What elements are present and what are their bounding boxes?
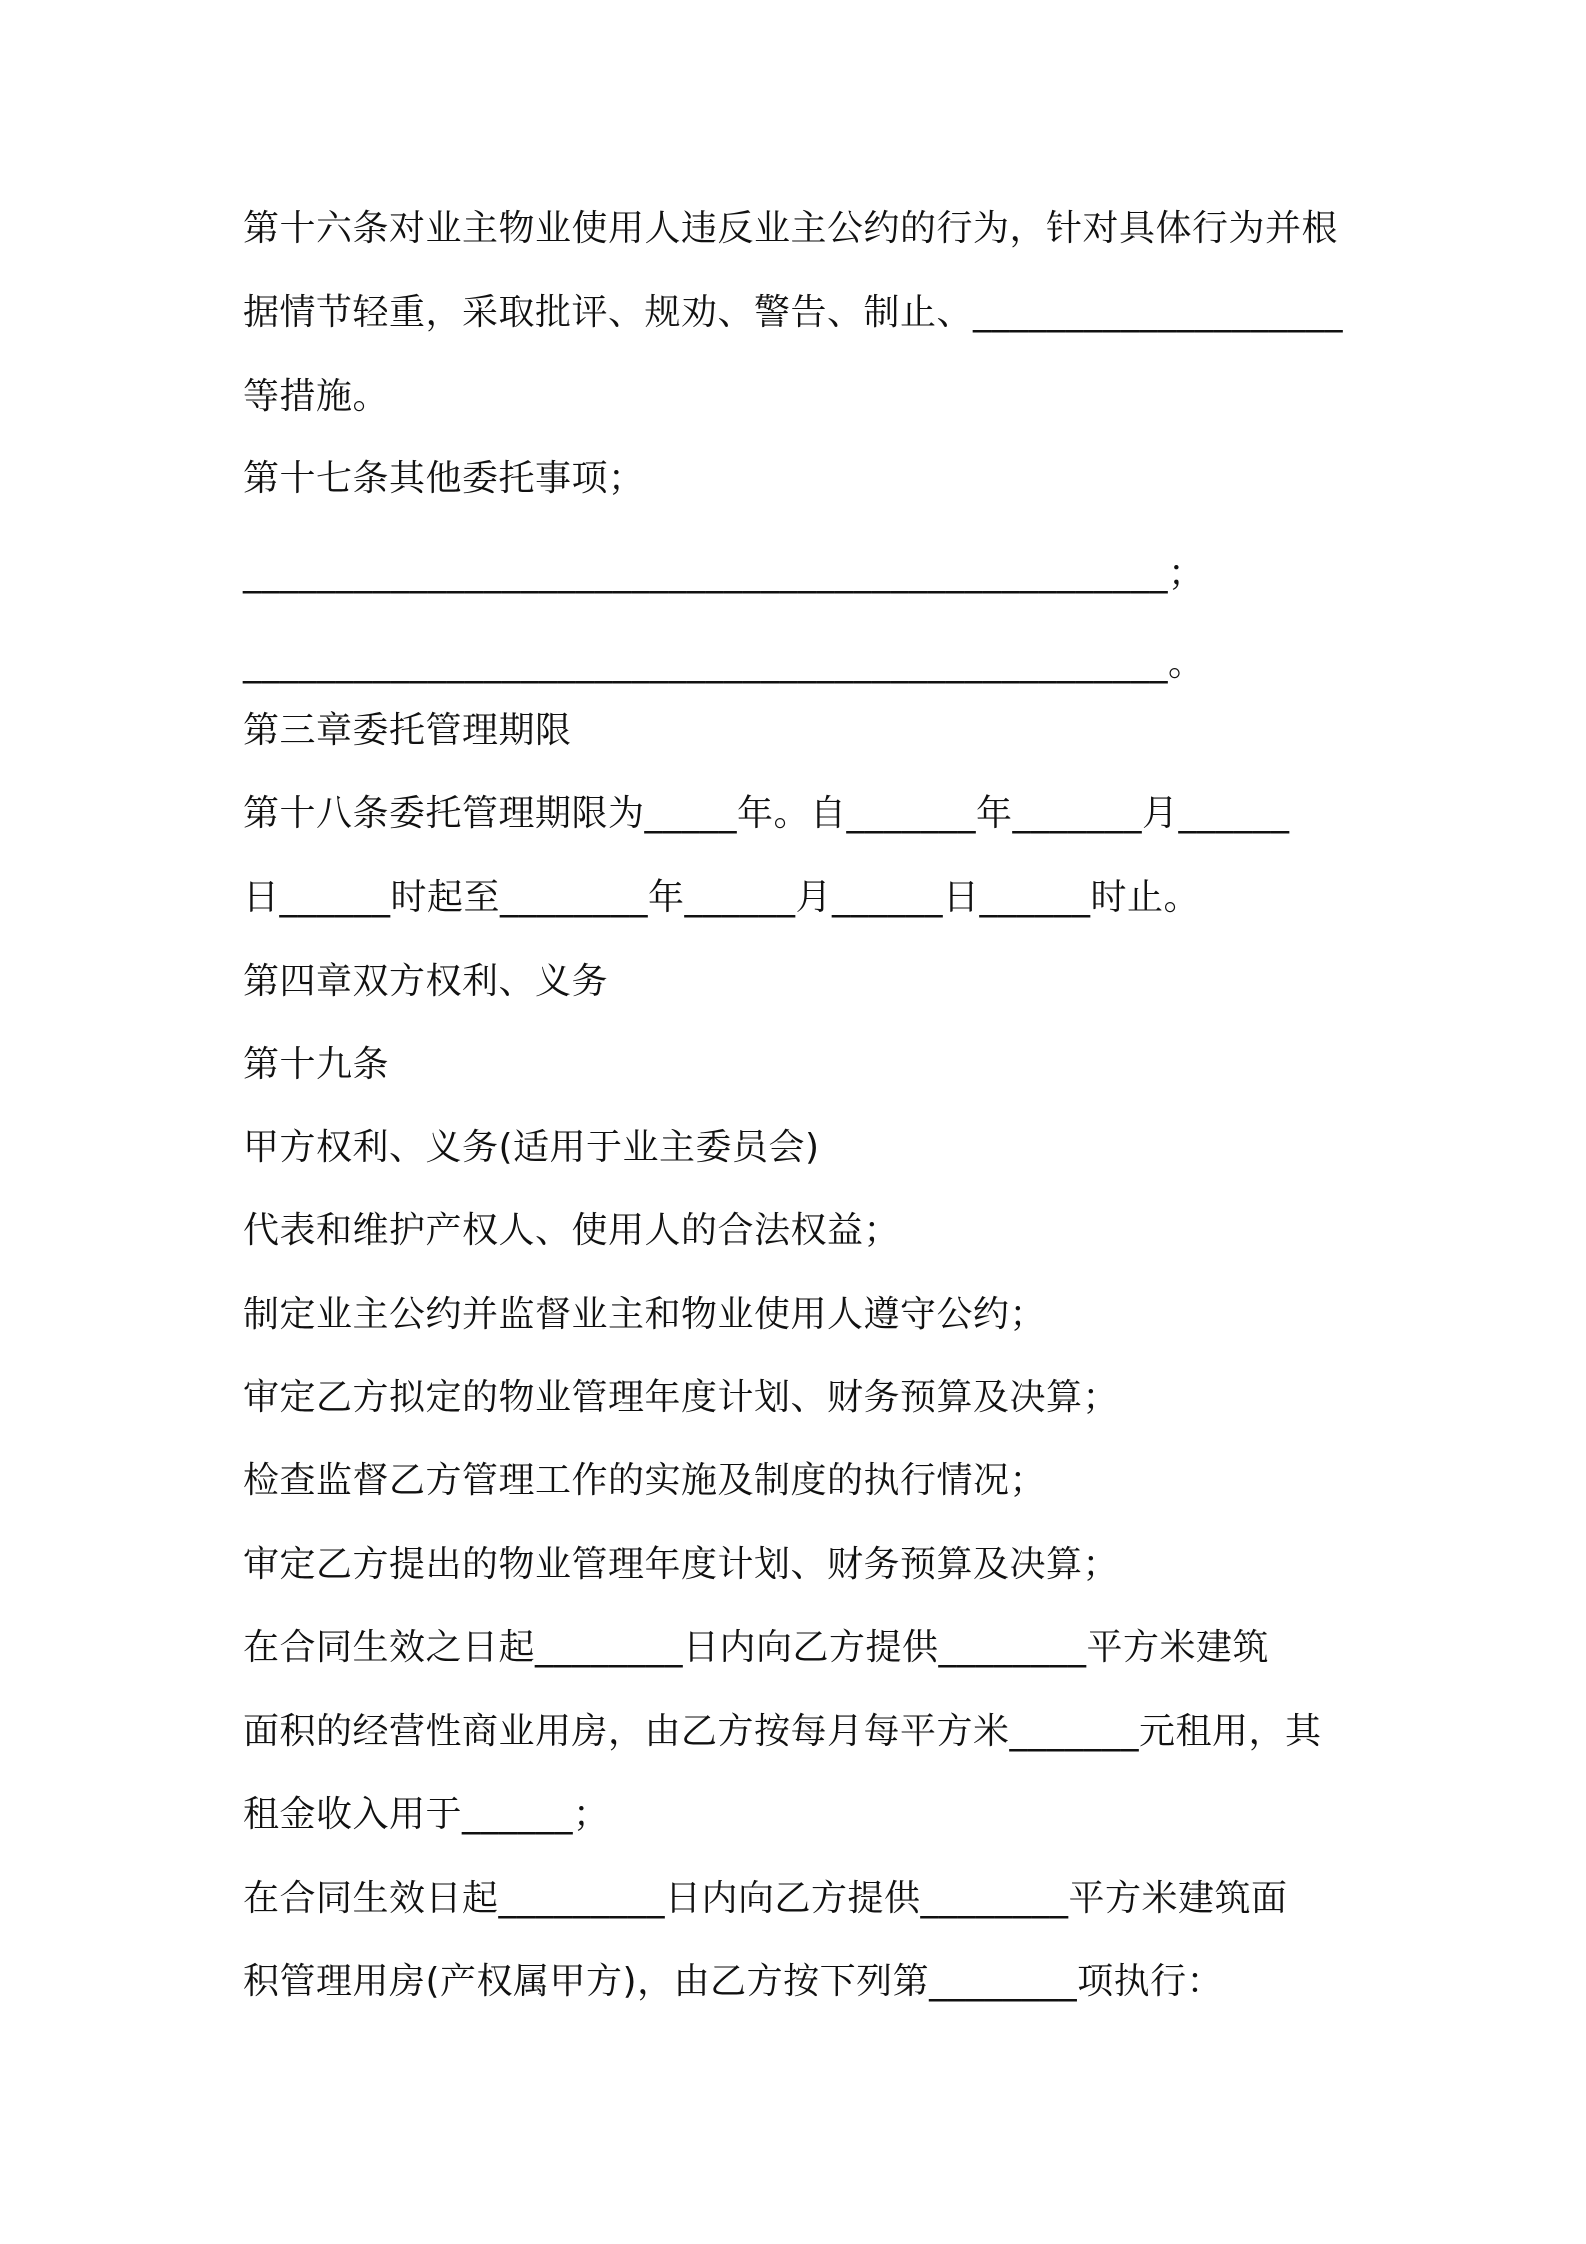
party-a-item-5: 审定乙方提出的物业管理年度计划、财务预算及决算； xyxy=(243,1544,1120,1585)
clause-16-line-3: 等措施。 xyxy=(243,376,390,417)
clause-18-line-2: 日______时起至________年______月______日______时止。 xyxy=(243,877,1201,918)
party-a-item-3: 审定乙方拟定的物业管理年度计划、财务预算及决算； xyxy=(243,1377,1120,1418)
clause-16-line-1: 第十六条对业主物业使用人违反业主公约的行为，针对具体行为并根 xyxy=(243,208,1339,249)
clause-16-line-2: 据情节轻重，采取批评、规劝、警告、制止、____________________ xyxy=(243,292,1344,333)
clause-17-heading: 第十七条其他委托事项； xyxy=(243,458,645,499)
party-a-rights-heading: 甲方权利、义务(适用于业主委员会) xyxy=(243,1127,820,1168)
clause-19-heading: 第十九条 xyxy=(243,1044,390,1085)
chapter-3-heading: 第三章委托管理期限 xyxy=(243,710,572,751)
party-a-item-6-line-1: 在合同生效之日起________日内向乙方提供________平方米建筑 xyxy=(243,1627,1270,1668)
party-a-item-6-line-2: 面积的经营性商业用房，由乙方按每月每平方米_______元租用，其 xyxy=(243,1711,1322,1752)
party-a-item-2: 制定业主公约并监督业主和物业使用人遵守公约； xyxy=(243,1294,1047,1335)
party-a-item-6-line-3: 租金收入用于______； xyxy=(243,1794,610,1835)
party-a-item-4: 检查监督乙方管理工作的实施及制度的执行情况； xyxy=(243,1460,1047,1501)
clause-17-blank-line-2: __________________________________________________。 xyxy=(243,643,1205,684)
party-a-item-7-line-2: 积管理用房(产权属甲方)，由乙方按下列第________项执行： xyxy=(243,1961,1224,2002)
party-a-item-7-line-1: 在合同生效日起_________日内向乙方提供________平方米建筑面 xyxy=(243,1878,1288,1919)
clause-18-line-1: 第十八条委托管理期限为_____年。自_______年_______月______ xyxy=(243,793,1290,834)
chapter-4-heading: 第四章双方权利、义务 xyxy=(243,961,609,1002)
party-a-item-1: 代表和维护产权人、使用人的合法权益； xyxy=(243,1210,901,1251)
clause-17-blank-line-1: __________________________________________________； xyxy=(243,553,1205,594)
